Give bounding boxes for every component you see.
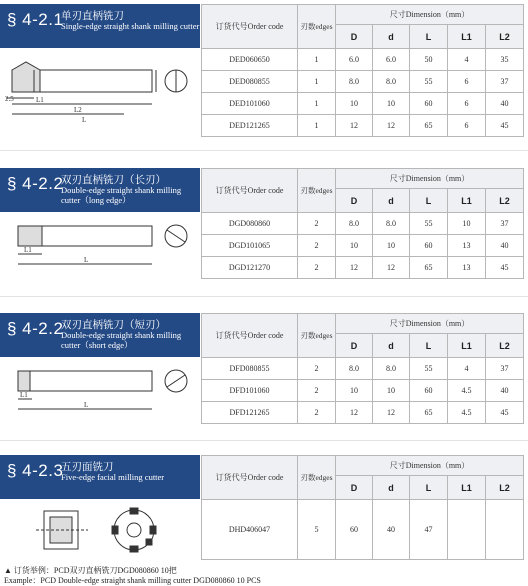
spec-table: [201, 455, 524, 560]
order-code: DGD121270: [202, 257, 298, 279]
edges-value: 2: [298, 380, 336, 402]
d-value: 8.0: [373, 358, 410, 380]
order-code: DFD101060: [202, 380, 298, 402]
edges-value: 2: [298, 235, 336, 257]
dim-label: L1: [36, 96, 44, 104]
col-header-D: D: [336, 476, 373, 500]
L-value: 55: [410, 358, 448, 380]
order-code: DGD101065: [202, 235, 298, 257]
edges-value: 1: [298, 115, 336, 137]
d-value: 6.0: [373, 49, 410, 71]
section-header: [0, 455, 200, 499]
col-header-L: L: [410, 476, 448, 500]
D-value: 12: [336, 115, 373, 137]
table-row: [202, 93, 524, 115]
L1-value: 10: [448, 213, 486, 235]
order-code: DED121265: [202, 115, 298, 137]
L1-value: 4.5: [448, 402, 486, 424]
L1-value: 4: [448, 49, 486, 71]
D-value: 8.0: [336, 71, 373, 93]
section-title-en: Double-edge straight shank milling cutter（short edge）: [61, 330, 182, 350]
edges-value: 2: [298, 402, 336, 424]
col-header-L1: L1: [448, 189, 486, 213]
table-row: [202, 49, 524, 71]
D-value: 8.0: [336, 358, 373, 380]
order-code-header: 订货代号Order code: [202, 314, 298, 358]
order-example-cn: ▲ 订货举例：PCD双刃直柄铣刀DGD080860 10把: [4, 566, 177, 575]
L2-value: 37: [486, 71, 524, 93]
dim-label: L: [84, 401, 89, 409]
section-4-2-2-long: [0, 168, 528, 280]
col-header-L2: L2: [486, 189, 524, 213]
D-value: 6.0: [336, 49, 373, 71]
L2-value: 37: [486, 358, 524, 380]
L2-value: 40: [486, 235, 524, 257]
edges-value: 2: [298, 358, 336, 380]
spec-table: [201, 313, 524, 424]
col-header-L: L: [410, 334, 448, 358]
table-row: [202, 213, 524, 235]
col-header-L2: L2: [486, 25, 524, 49]
tool-drawing: [4, 361, 196, 421]
table-row: [202, 115, 524, 137]
edges-header: 刃数edges: [298, 456, 336, 500]
section-header: [0, 168, 200, 212]
L1-value: 6: [448, 93, 486, 115]
section-4-2-3: [0, 455, 528, 563]
d-value: 8.0: [373, 213, 410, 235]
section-number: § 4-2.2: [7, 174, 64, 193]
d-value: 10: [373, 380, 410, 402]
dim-label: 2.5: [5, 95, 14, 103]
col-header-D: D: [336, 25, 373, 49]
col-header-d: d: [373, 25, 410, 49]
section-4-2-1: [0, 4, 528, 138]
order-code: DED060650: [202, 49, 298, 71]
col-header-D: D: [336, 189, 373, 213]
dim-label: L: [84, 256, 89, 264]
dim-label: L2: [74, 106, 82, 114]
edges-header: 刃数edges: [298, 169, 336, 213]
d-value: 8.0: [373, 71, 410, 93]
D-value: 12: [336, 402, 373, 424]
order-code: DFD121265: [202, 402, 298, 424]
edges-header: 刃数edges: [298, 314, 336, 358]
d-value: 10: [373, 93, 410, 115]
tool-drawing: [4, 503, 196, 561]
edges-value: 5: [298, 500, 336, 560]
L1-value: 6: [448, 115, 486, 137]
table-row: [202, 380, 524, 402]
section-header: [0, 313, 200, 357]
dimension-header: 尺寸Dimension（mm）: [336, 5, 524, 25]
L2-value: 40: [486, 380, 524, 402]
order-code: DED080855: [202, 71, 298, 93]
L1-value: 13: [448, 257, 486, 279]
D-value: 12: [336, 257, 373, 279]
edges-value: 2: [298, 257, 336, 279]
edges-value: 1: [298, 71, 336, 93]
L-value: 65: [410, 257, 448, 279]
d-value: 12: [373, 402, 410, 424]
L1-value: 4: [448, 358, 486, 380]
section-header: [0, 4, 200, 48]
col-header-L1: L1: [448, 334, 486, 358]
D-value: 60: [336, 500, 373, 560]
col-header-d: d: [373, 476, 410, 500]
order-code: DED101060: [202, 93, 298, 115]
L1-value: 4.5: [448, 380, 486, 402]
table-row: [202, 257, 524, 279]
section-title-cn: 单刃直柄铣刀: [61, 11, 124, 22]
order-example-en: Example：PCD Double-edge straight shank milling cutter DGD080860 10 PCS: [4, 576, 261, 585]
D-value: 10: [336, 93, 373, 115]
L-value: 65: [410, 115, 448, 137]
col-header-D: D: [336, 334, 373, 358]
tool-drawing: [4, 216, 196, 276]
L2-value: 45: [486, 402, 524, 424]
order-code-header: 订货代号Order code: [202, 169, 298, 213]
order-code: DGD080860: [202, 213, 298, 235]
L-value: 60: [410, 93, 448, 115]
L2-value: 45: [486, 115, 524, 137]
L1-value: 13: [448, 235, 486, 257]
d-value: 12: [373, 257, 410, 279]
d-value: 40: [373, 500, 410, 560]
section-number: § 4-2.3: [7, 461, 64, 480]
section-title-en: Five-edge facial milling cutter: [61, 472, 165, 482]
col-header-d: d: [373, 334, 410, 358]
table-row: [202, 402, 524, 424]
d-value: 12: [373, 115, 410, 137]
L-value: 60: [410, 380, 448, 402]
dim-label: L1: [20, 391, 28, 399]
divider: [0, 296, 528, 297]
col-header-L: L: [410, 189, 448, 213]
L-value: 60: [410, 235, 448, 257]
section-number: § 4-2.2: [7, 319, 64, 338]
col-header-d: d: [373, 189, 410, 213]
edges-value: 1: [298, 93, 336, 115]
L-value: 50: [410, 49, 448, 71]
section-number: § 4-2.1: [7, 10, 64, 29]
section-title-cn: 五刃面铣刀: [61, 462, 114, 473]
table-row: [202, 71, 524, 93]
divider: [0, 150, 528, 151]
edges-value: 2: [298, 213, 336, 235]
dim-label: L1: [24, 246, 32, 254]
order-code: DHD406047: [202, 500, 298, 560]
order-code-header: 订货代号Order code: [202, 456, 298, 500]
dimension-header: 尺寸Dimension（mm）: [336, 314, 524, 334]
tool-drawing: [4, 52, 196, 132]
L-value: 55: [410, 71, 448, 93]
col-header-L2: L2: [486, 476, 524, 500]
D-value: 8.0: [336, 213, 373, 235]
table-row: [202, 235, 524, 257]
col-header-L1: L1: [448, 476, 486, 500]
section-title-cn: 双刃直柄铣刀（长刃）: [61, 175, 166, 186]
edges-header: 刃数edges: [298, 5, 336, 49]
L1-value: [448, 500, 486, 560]
D-value: 10: [336, 380, 373, 402]
d-value: 10: [373, 235, 410, 257]
table-row: [202, 500, 524, 560]
dim-label: L: [82, 116, 87, 124]
section-title-cn: 双刃直柄铣刀（短刃）: [61, 320, 166, 331]
table-row: [202, 358, 524, 380]
col-header-L: L: [410, 25, 448, 49]
L2-value: 35: [486, 49, 524, 71]
section-title-en: Double-edge straight shank milling cutter（long edge）: [61, 185, 182, 205]
section-title-en: Single-edge straight shank milling cutter: [61, 21, 200, 31]
L-value: 47: [410, 500, 448, 560]
divider: [0, 440, 528, 441]
L2-value: 37: [486, 213, 524, 235]
col-header-L1: L1: [448, 25, 486, 49]
L2-value: 45: [486, 257, 524, 279]
dimension-header: 尺寸Dimension（mm）: [336, 169, 524, 189]
edges-value: 1: [298, 49, 336, 71]
order-code-header: 订货代号Order code: [202, 5, 298, 49]
L-value: 65: [410, 402, 448, 424]
dimension-header: 尺寸Dimension（mm）: [336, 456, 524, 476]
L1-value: 6: [448, 71, 486, 93]
order-code: DFD080855: [202, 358, 298, 380]
spec-table: [201, 168, 524, 279]
L2-value: [486, 500, 524, 560]
L2-value: 40: [486, 93, 524, 115]
D-value: 10: [336, 235, 373, 257]
spec-table: [201, 4, 524, 137]
section-4-2-2-short: [0, 313, 528, 425]
col-header-L2: L2: [486, 334, 524, 358]
L-value: 55: [410, 213, 448, 235]
